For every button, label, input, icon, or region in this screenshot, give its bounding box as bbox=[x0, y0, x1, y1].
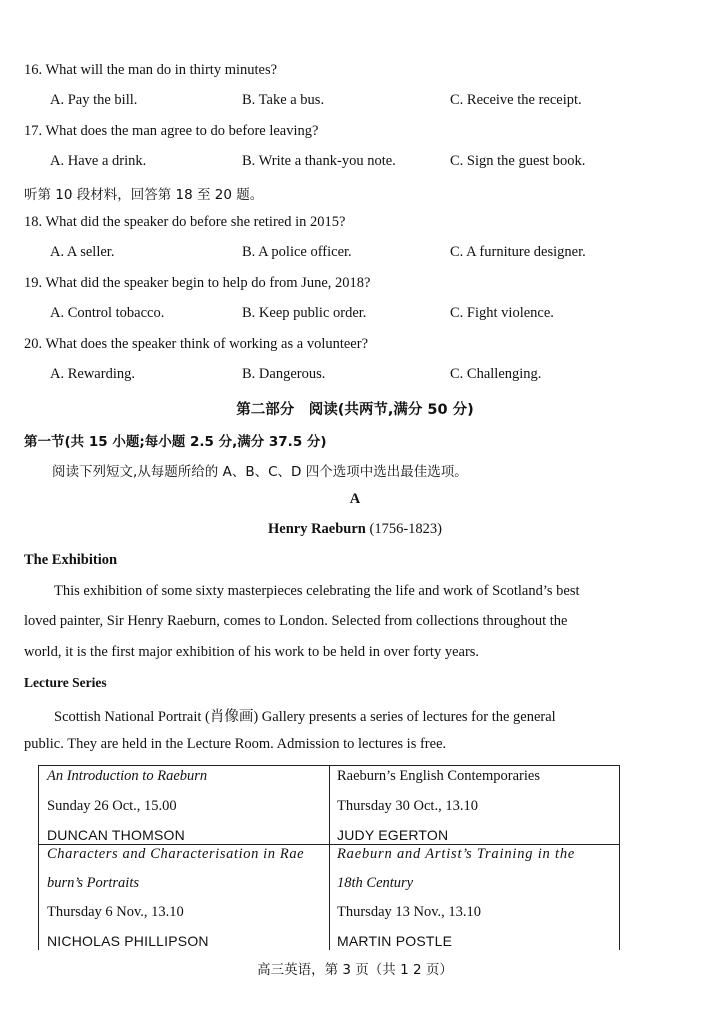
option-b[interactable]: B. Dangerous. bbox=[242, 366, 326, 382]
lecture-date: Thursday 13 Nov., 13.10 bbox=[337, 904, 482, 920]
option-a[interactable]: A. Pay the bill. bbox=[50, 92, 138, 108]
lecture-title: An Introduction to Raeburn bbox=[47, 768, 208, 784]
option-a[interactable]: A. Control tobacco. bbox=[50, 305, 165, 321]
lecture-title-cont: 18th Century bbox=[337, 875, 414, 891]
option-c[interactable]: C. Fight violence. bbox=[450, 305, 554, 321]
section-title: 第一节(共 15 小题;每小题 2.5 分,满分 37.5 分) bbox=[24, 434, 327, 450]
option-c[interactable]: C. Sign the guest book. bbox=[450, 153, 586, 169]
listening-instruction: 听第 10 段材料，回答第 18 至 20 题。 bbox=[24, 187, 264, 203]
question-20: 20. What does the speaker think of working as a volunteer? bbox=[24, 336, 369, 352]
lecture-date: Sunday 26 Oct., 15.00 bbox=[47, 798, 177, 814]
table-divider-horizontal bbox=[39, 844, 619, 845]
question-16: 16. What will the man do in thirty minutes? bbox=[24, 62, 278, 78]
option-b[interactable]: B. Write a thank-you note. bbox=[242, 153, 396, 169]
exhibition-line-1: This exhibition of some sixty masterpieces celebrating the life and work of Scotland’s best bbox=[54, 583, 580, 599]
passage-letter: A bbox=[349, 491, 361, 507]
lecture-date: Thursday 6 Nov., 13.10 bbox=[47, 904, 184, 920]
lecture-speaker: MARTIN POSTLE bbox=[337, 933, 453, 949]
painter-years: (1756-1823) bbox=[365, 521, 442, 537]
lecture-line-2: public. They are held in the Lecture Room. Admission to lectures is free. bbox=[24, 736, 447, 752]
option-b[interactable]: B. A police officer. bbox=[242, 244, 352, 260]
lecture-title: Raeburn’s English Contemporaries bbox=[337, 768, 540, 784]
exhibition-line-3: world, it is the first major exhibition of his work to be held in over forty years. bbox=[24, 644, 480, 660]
lecture-heading: Lecture Series bbox=[24, 675, 107, 690]
lecture-speaker: NICHOLAS PHILLIPSON bbox=[47, 933, 209, 949]
option-c[interactable]: C. A furniture designer. bbox=[450, 244, 586, 260]
part-title: 第二部分 阅读(共两节,满分 50 分) bbox=[236, 402, 474, 418]
lecture-title: Characters and Characterisation in Rae bbox=[47, 846, 305, 862]
option-b[interactable]: B. Take a bus. bbox=[242, 92, 325, 108]
option-c[interactable]: C. Receive the receipt. bbox=[450, 92, 582, 108]
option-a[interactable]: A. Rewarding. bbox=[50, 366, 135, 382]
question-17: 17. What does the man agree to do before leaving? bbox=[24, 123, 319, 139]
lecture-title-cont: burn’s Portraits bbox=[47, 875, 139, 891]
option-b[interactable]: B. Keep public order. bbox=[242, 305, 367, 321]
lecture-speaker: JUDY EGERTON bbox=[337, 827, 449, 843]
lecture-speaker: DUNCAN THOMSON bbox=[47, 827, 185, 843]
exhibition-heading: The Exhibition bbox=[24, 552, 118, 568]
lecture-table bbox=[38, 765, 620, 950]
lecture-date: Thursday 30 Oct., 13.10 bbox=[337, 798, 478, 814]
painter-name: Henry Raeburn bbox=[268, 521, 366, 537]
passage-title bbox=[0, 521, 710, 538]
question-19: 19. What did the speaker begin to help do from June, 2018? bbox=[24, 275, 371, 291]
option-a[interactable]: A. A seller. bbox=[50, 244, 115, 260]
option-a[interactable]: A. Have a drink. bbox=[50, 153, 147, 169]
lecture-line-1: Scottish National Portrait (肖像画) Gallery presents a series of lectures for the general bbox=[54, 709, 556, 725]
option-c[interactable]: C. Challenging. bbox=[450, 366, 542, 382]
table-divider-vertical bbox=[329, 766, 330, 950]
lecture-title: Raeburn and Artist’s Training in the bbox=[337, 846, 576, 862]
reading-directions: 阅读下列短文,从每题所给的 A、B、C、D 四个选项中选出最佳选项。 bbox=[52, 464, 468, 480]
page-footer: 高三英语，第 3 页（共 1 2 页） bbox=[257, 962, 453, 978]
exhibition-line-2: loved painter, Sir Henry Raeburn, comes to London. Selected from collections throughout the bbox=[24, 613, 568, 629]
question-18: 18. What did the speaker do before she retired in 2015? bbox=[24, 214, 346, 230]
